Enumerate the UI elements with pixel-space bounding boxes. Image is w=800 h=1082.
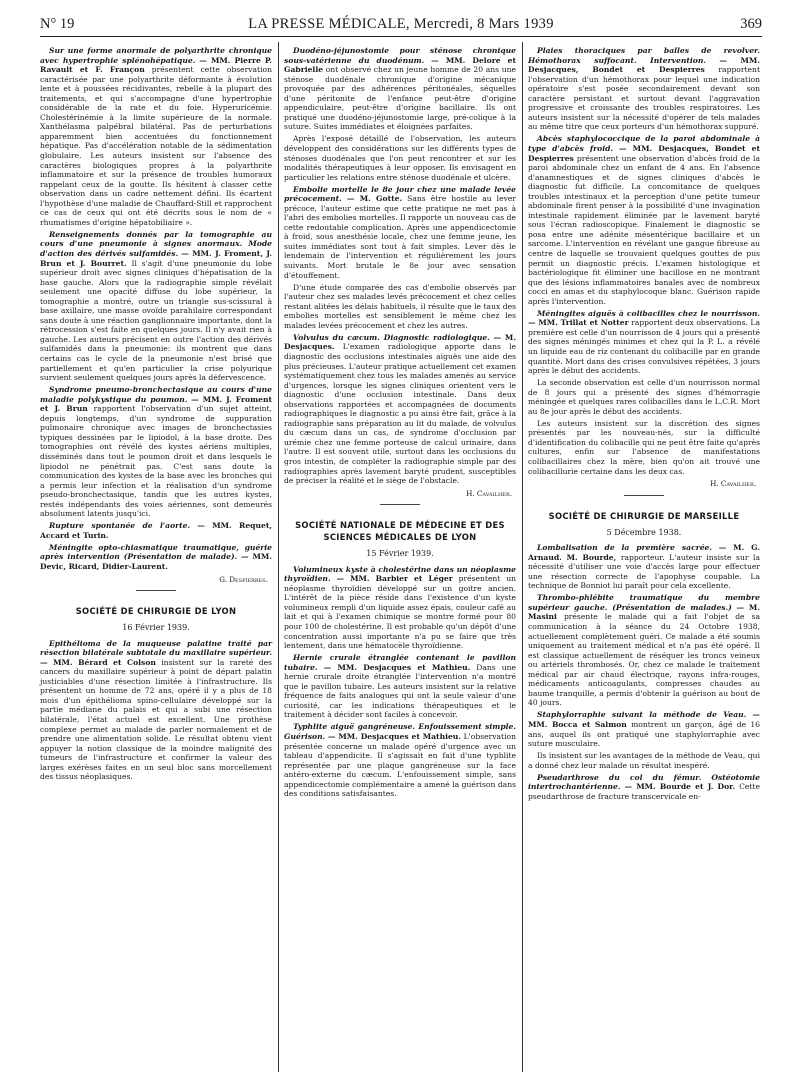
article-embolie: Embolie mortelle le 8e jour chez une malade levée précocement. — M. Gotte. Sans être hostile au lever précoce, l'auteur estime que cette pratique ne met pas à l'abri des embolies mortelles. Il rapporte un nouveau cas de cette redoutable complication. Après une appendicectomie à froid, sous anesthésie locale, chez une femme jeune, les suites immédiates sont tout à fait simples. Lever dès le lendemain de l'intervention et régulièrement les jours suivants. Mort brutale le 8e jour avec sensation d'étouffement. — [284, 184, 516, 280]
paragraph: Ils insistent sur les avantages de la méthode de Veau, qui a donné chez leur malade un résultat inespéré. — [528, 751, 760, 770]
column-divider-1 — [278, 42, 279, 1072]
article-pneumo-bronchectasique: Syndrome pneumo-bronchectasique au cours d'une maladie polykystique du poumon. — MM. J. Froment et J. Brun rapportent l'observation d'un sujet atteint, depuis longtemps, d'un syndrome de suppuration pulmonaire chronique avec images de bronchectasies typiques dessinées par le lipiodol, à la base droite. Des tomographies ont révélé des kystes aériens multiples, disséminés dans tout le poumon droit et dans lesquels le lipiodol ne pénétrait pas. C'est sans doute la communication des kystes de la base avec les bronches qui a permis leur infection et la réalisation d'un syndrome pseudo-bronchectasique, tandis que les autres kystes, restés indépendants des voies aériennes, sont demeurés absolument latents jusqu'ici. — [40, 385, 272, 519]
paragraph: Après l'exposé détaillé de l'observation, les auteurs développent des considérations sur les différents types de sténoses duodénales que l'on peut rencontrer et sur les modalités thérapeutiques à leur opposer. Ils envisagent en particulier les relations entre sténose duodénale et ulcère. — [284, 134, 516, 182]
article-hernie-crurale: Hernie crurale étranglée contenant le pavillon tubaire. — MM. Desjacques et Mathieu. Dans une hernie crurale droite étranglée l'intervention n'a montré que le pavillon tubaire. Les auteurs insistent sur la relative fréquence de faits analogues qui ont la seule valeur d'une curiosité, car les indications thérapeutiques et le traitement à décider sont faciles à concevoir. — [284, 653, 516, 720]
signature: H. Cavailher. — [710, 479, 756, 489]
separator — [624, 495, 664, 496]
paragraph: Les auteurs insistent sur la discrétion des signes présentés par les nouveau-nés, sur la difficulté d'identification du colibacille qui ne peut être faite qu'après cultures, enfin sur l'absence de manifestations colibacillaires chez la mère, bien qu'on ait trouvé une colibacillurie certaine dans les deux cas. — [528, 418, 760, 476]
article-duodeno: Duodéno-jéjunostomie pour sténose chronique sous-vatérienne du duodénum. — MM. Delore et Gabrielle ont observé chez un jeune homme de 20 ans une sténose duodénale chronique d'origine mécanique provoquée par des adhérences péritonéales, séquelles d'une péritonite de l'enfance peut-être d'origine appendiculaire, peut-être d'origine bacillaire. Ils ont pratiqué une duodéno-jéjunostomie large, pré-colique à la suture. Suites immédiates et éloignées parfaites. — [284, 46, 516, 132]
article-tomographie: Renseignements donnés par la tomographie au cours d'une pneumonie à signes anormaux. Mode d'action des dérivés sulfamidés. — MM. J. Froment, J. Brun et J. Bourret. Il s'agit d'une pneumonie du lobe supérieur droit avec signes cliniques d'hépatisation de la base gauche. Alors que la radiographie simple révélait seulement une opacité diffuse du lobe supérieur, la tomographie a montré, outre un triangle sus-scissural à base axillaire, une masse ovoïde parahilaire correspondant sans doute à une réaction ganglionnaire importante, dont la rétrocession s'est faite en quelques jours. Il n'y avait rien à gauche. Les auteurs précisent en outre l'action des dérivés sulfamidés dans la pneumonie: ils montrent que dans certains cas le cycle de la pneumonie n'est brisé que partiellement et qu'en particulier la crise polyurique survient seulement quelques jours après la défervescence. — [40, 229, 272, 383]
article-meningites-colibacilles: Méningites aiguës à colibacilles chez le nourrisson. — MM. Trillat et Notter rapportent deux observations. La première est celle d'un nourrisson de 4 jours qui a présenté des signes méningés minimes et chez qui la P. L. a révélé un liquide eau de riz contenant du colibacille par en grande quantité. Mort dans des crises convulsives répétées, 3 jours après le début des accidents. — [528, 308, 761, 376]
article-polyarthrite: Sur une forme anormale de polyarthrite chronique avec hypertrophie splénohépatique. — MM. Pierre P. Ravault et F. Françon présentent cette observation caractérisée par une polyarthrite déformante à évolution lente et à poussées récidivantes, rebelle à la plupart des traitements, et qui s'accompagne d'une hypertrophie considérable de la rate et du foie. Hyperuricémie. Cholestérinémie à la limite supérieure de la normale. Xanthélasma palpébral bilatéral. Pas de perturbations apparemment bien accentuées du fonctionnement hépatique. Pas d'accélération notable de la sédimentation globulaire. Les auteurs insistent sur l'absence des caractères biologiques propres à la polyarthrite inflammatoire et sur la présence de troubles humoraux rappelant ceux de la goutte. Ils hésitent à classer cette observation dans un cadre nettement défini. Ils écartent l'hypothèse d'une maladie de Chauffard-Still et rapprochent ce cas de ceux qui ont été décrits sous le nom de « rhumatismes d'origine hépatobiliaire ». — [40, 46, 272, 227]
issue-number: N° 19 — [40, 16, 75, 32]
article-staphylorraphie: Staphylorraphie suivant la méthode de Veau. — MM. Bocca et Salmon montrent un garçon, âgé de 16 ans, auquel ils ont pratiqué une staphylorraphie avec suture musculaire. — [528, 710, 760, 749]
session-date: 15 Février 1939. — [366, 549, 434, 559]
article-meningite-opto: Méningite opto-chiasmatique traumatique, guérie après intervention (Présentation de malade). — MM. Devic, Ricard, Didier-Laurent. — [40, 542, 272, 571]
session-date: 16 Février 1939. — [122, 623, 190, 633]
article-volvulus: Volvulus du cæcum. Diagnostic radiologique. — M. Desjacques. L'examen radiologique apporte dans le diagnostic des occlusions intestinales aiguës une aide des plus précieuses. L'auteur pratique actuellement cet examen systématiquement chez tous les malades amenés au service d'urgences, lorsque les signes cliniques orientent vers le diagnostic d'une occlusion intestinale. Dans deux observations rapportées et accompagnées de documents radiographiques le diagnostic a pu ainsi être fait, grâce à la radiographie sans préparation au lit du malade, de volvulus du cæcum dans un cas, de syndrome d'occlusion par urémie chez une femme porteuse de calcul urinaire, dans l'autre. Il est souvent utile, surtout dans les occlusions du gros intestin, de compléter la radiographie simple par des radiographies après lavement baryté prudent, susceptibles de préciser la réalité et le siège de l'obstacle. — [284, 332, 516, 486]
column-divider-2 — [522, 42, 523, 1072]
paragraph: D'une étude comparée des cas d'embolie observés par l'auteur chez ses malades levés précocement et chez celles restant alitées les délais habituels, il résulte que le taux des embolies mortelles est sensiblement le même chez les malades levées précocement et chez les autres. — [284, 282, 516, 330]
article-plaies-thoraciques: Plaies thoraciques par balles de revolver. Hémothorax suffocant. Intervention. — MM. Desjacques, Bondet et Despierres rapportent l'observation d'un hémothorax pour lequel une indication opératoire s'est posée secondairement devant son caractère persistant et surtout devant l'aggravation progressive et croissante des troubles respiratoires. Les auteurs insistent sur la nécessité d'opérer de tels malades au même titre que ceux porteurs d'un hémothorax suppuré. — [528, 46, 760, 132]
paragraph: La seconde observation est celle d'un nourrisson normal de 8 jours qui a présenté des signes d'hémorragie méningée et quelques rares colibacilles dans le L.C.R. Mort au 8e jour après le début des accidents. — [528, 378, 760, 416]
column-1 — [40, 46, 272, 784]
page-header — [40, 14, 762, 36]
article-rupture-aorte: Rupture spontanée de l'aorte. — MM. Requet, Accard et Turin. — [40, 521, 272, 540]
article-abces-staphylococcique: Abcès staphylococcique de la paroi abdominale à type d'abcès froid. — MM. Desjacques, Bondet et Despierres présentent une observation d'abcès froid de la paroi abdominale chez un enfant de 4 ans. En l'absence d'anamnestiques et de signes cliniques d'abcès le diagnostic fut difficile. La concomitance de quelques troubles intestinaux et la perception d'une petite tumeur abdominale firent penser à la possibilité d'une invagination intestinale rapidement éliminée par le lavement baryté sous l'écran radioscopique. Finalement le diagnostic se posa entre une adénite mésentérique bacillaire et un sarcome. L'intervention en révélant une gangue fibreuse au centre de laquelle se trouvaient quelques gouttes de pus permit un diagnostic précis. L'examen histologique et bactériologique fit éliminer une bacillose en ne montrant que des lésions inflammatoires banales avec de nombreux cocci en amas et du staphylocoque blanc. Guérison rapide après l'intervention. — [528, 134, 760, 306]
session-date: 5 Décembre 1938. — [606, 527, 682, 537]
page-number: 369 — [740, 16, 762, 32]
article-pseudarthrose: Pseudarthrose du col du fémur. Ostéotomie intertrochantérienne. — MM. Bourde et J. Dor. Cette pseudarthrose de fracture transcervicale en- — [528, 772, 760, 801]
article-thrombo-phlebite: Thrombo-phlébite traumatique du membre supérieur gauche. (Présentation de malades.) — M. Masini présente le malade qui a fait l'objet de sa communication à la séance du 24 Octobre 1938, actuellement complètement guéri. Ce malade a été soumis uniquement au traitement médical et n'a pas été opéré. Il est classique actuellement de réséquer les troncs veineux ou artériels thrombosés. Or, chez ce malade le traitement médical par air chaud électrique, rayons infra-rouges, médicaments anticoagulants, compresses chaudes au baume tranquille, a permis d'obtenir la guérison au bout de 40 jours. — [528, 593, 760, 708]
society-heading: SOCIÉTÉ NATIONALE DE MÉDECINE ET DES SCIENCES MÉDICALES DE LYON — [295, 520, 505, 543]
signature: G. Despierres. — [219, 574, 268, 584]
separator — [136, 590, 176, 591]
header-rule — [40, 36, 762, 37]
separator — [380, 504, 420, 505]
society-heading: SOCIÉTÉ DE CHIRURGIE DE MARSEILLE — [548, 510, 740, 521]
article-lombalisation: Lombalisation de la première sacrée. — M. G. Arnaud. M. Bourde, rapporteur. L'auteur insiste sur la nécessité d'utiliser une voie d'accès large pour effectuer une résection correcte de l'apophyse coupable. La technique de Bonniot lui paraît pour cela excellente. — [528, 543, 761, 591]
article-epithelioma: Epithélioma de la muqueuse palatine traité par résection bilatérale subtotale du maxillaire supérieur. — MM. Bérard et Colson insistent sur la rareté des cancers du maxillaire supérieur à point de départ palatin justiciables d'une résection limitée à l'infrastructure. Ils présentent un homme de 72 ans, opéré il y a plus de 18 mois d'un épithélioma spino-cellulaire développé sur la partie médiane du palais et qui a subi une résection bilatérale, l'état actuel est excellent. Une prothèse complexe permet au malade de parler normalement et de prendre une alimentation solide. Le résultat obtenu vient appuyer la notion classique de la moindre malignité des tumeurs de l'infrastructure et confirmer la valeur des larges exérèses faites en un seul bloc sans morcellement des tissus néoplasiques. — [40, 638, 272, 782]
column-2 — [284, 46, 516, 801]
journal-title: LA PRESSE MÉDICALE, Mercredi, 8 Mars 1939 — [248, 16, 554, 32]
article-kyste-cholesterine: Volumineux kyste à cholestérine dans un néoplasme thyroïdien. — MM. Barbier et Léger présentent un néoplasme thyroïdien développé sur un goitre ancien. L'intérêt de la pièce réside dans l'existence d'un kyste volumineux rempli d'un liquide assez épais, couleur café au lait et qui à l'examen chimique se montre formé pour 80 pour 100 de cholestérine. Il est probable qu'un dépôt d'une concentration aussi importante n'a pu se faire que très lentement, dans une hématocèle thyroïdienne. — [284, 564, 516, 651]
society-heading: SOCIÉTÉ DE CHIRURGIE DE LYON — [75, 606, 237, 617]
article-typhlite: Typhlite aiguë gangréneuse. Enfouissement simple. Guérison. — MM. Desjacques et Mathieu. L'observation présentée concerne un malade opéré d'urgence avec un tableau d'appendicite. Il s'agissait en fait d'une typhlite représentée par une plaque gangréneuse sur la face antéro-externe du cæcum. L'enfouissement simple, sans appendicectomie complémentaire a amené la guérison dans des conditions satisfaisantes. — [284, 722, 516, 799]
signature: H. Cavailher. — [466, 488, 512, 498]
column-3 — [528, 46, 760, 804]
